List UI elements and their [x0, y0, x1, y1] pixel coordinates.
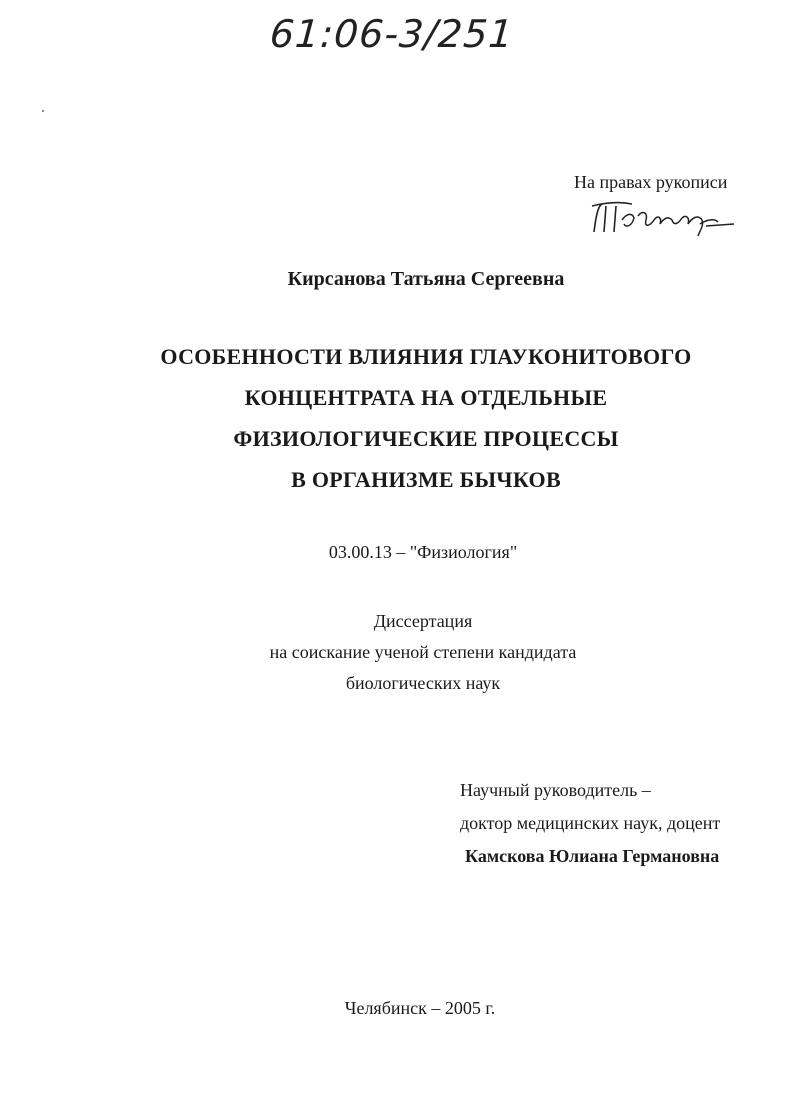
degree-line: биологических наук — [345, 673, 501, 693]
manuscript-note: На правах рукописи — [574, 172, 728, 192]
degree-statement — [0, 606, 796, 699]
supervisor-name: Камскова Юлиана Германовна — [465, 846, 720, 866]
title-line: В ОРГАНИЗМЕ БЫЧКОВ — [291, 467, 561, 492]
supervisor-credentials: доктор медицинских наук, доцент — [460, 813, 721, 833]
supervisor-role: Научный руководитель – — [460, 780, 651, 800]
degree-line: Диссертация — [373, 611, 473, 631]
archive-code: 61:06-3/251 — [268, 12, 516, 56]
specialty-code: 03.00.13 – "Физиология" — [328, 542, 518, 562]
degree-line: на соискание ученой степени кандидата — [269, 642, 577, 662]
author-signature — [588, 196, 738, 240]
dissertation-title — [0, 336, 796, 500]
scan-speck — [42, 110, 44, 112]
title-line: ОСОБЕННОСТИ ВЛИЯНИЯ ГЛАУКОНИТОВОГО — [160, 344, 692, 369]
supervisor-block — [460, 774, 720, 873]
author-name: Кирсанова Татьяна Сергеевна — [287, 268, 565, 290]
title-line: ФИЗИОЛОГИЧЕСКИЕ ПРОЦЕССЫ — [233, 426, 619, 451]
title-line: КОНЦЕНТРАТА НА ОТДЕЛЬНЫЕ — [244, 385, 608, 410]
city-year: Челябинск – 2005 г. — [344, 998, 496, 1018]
